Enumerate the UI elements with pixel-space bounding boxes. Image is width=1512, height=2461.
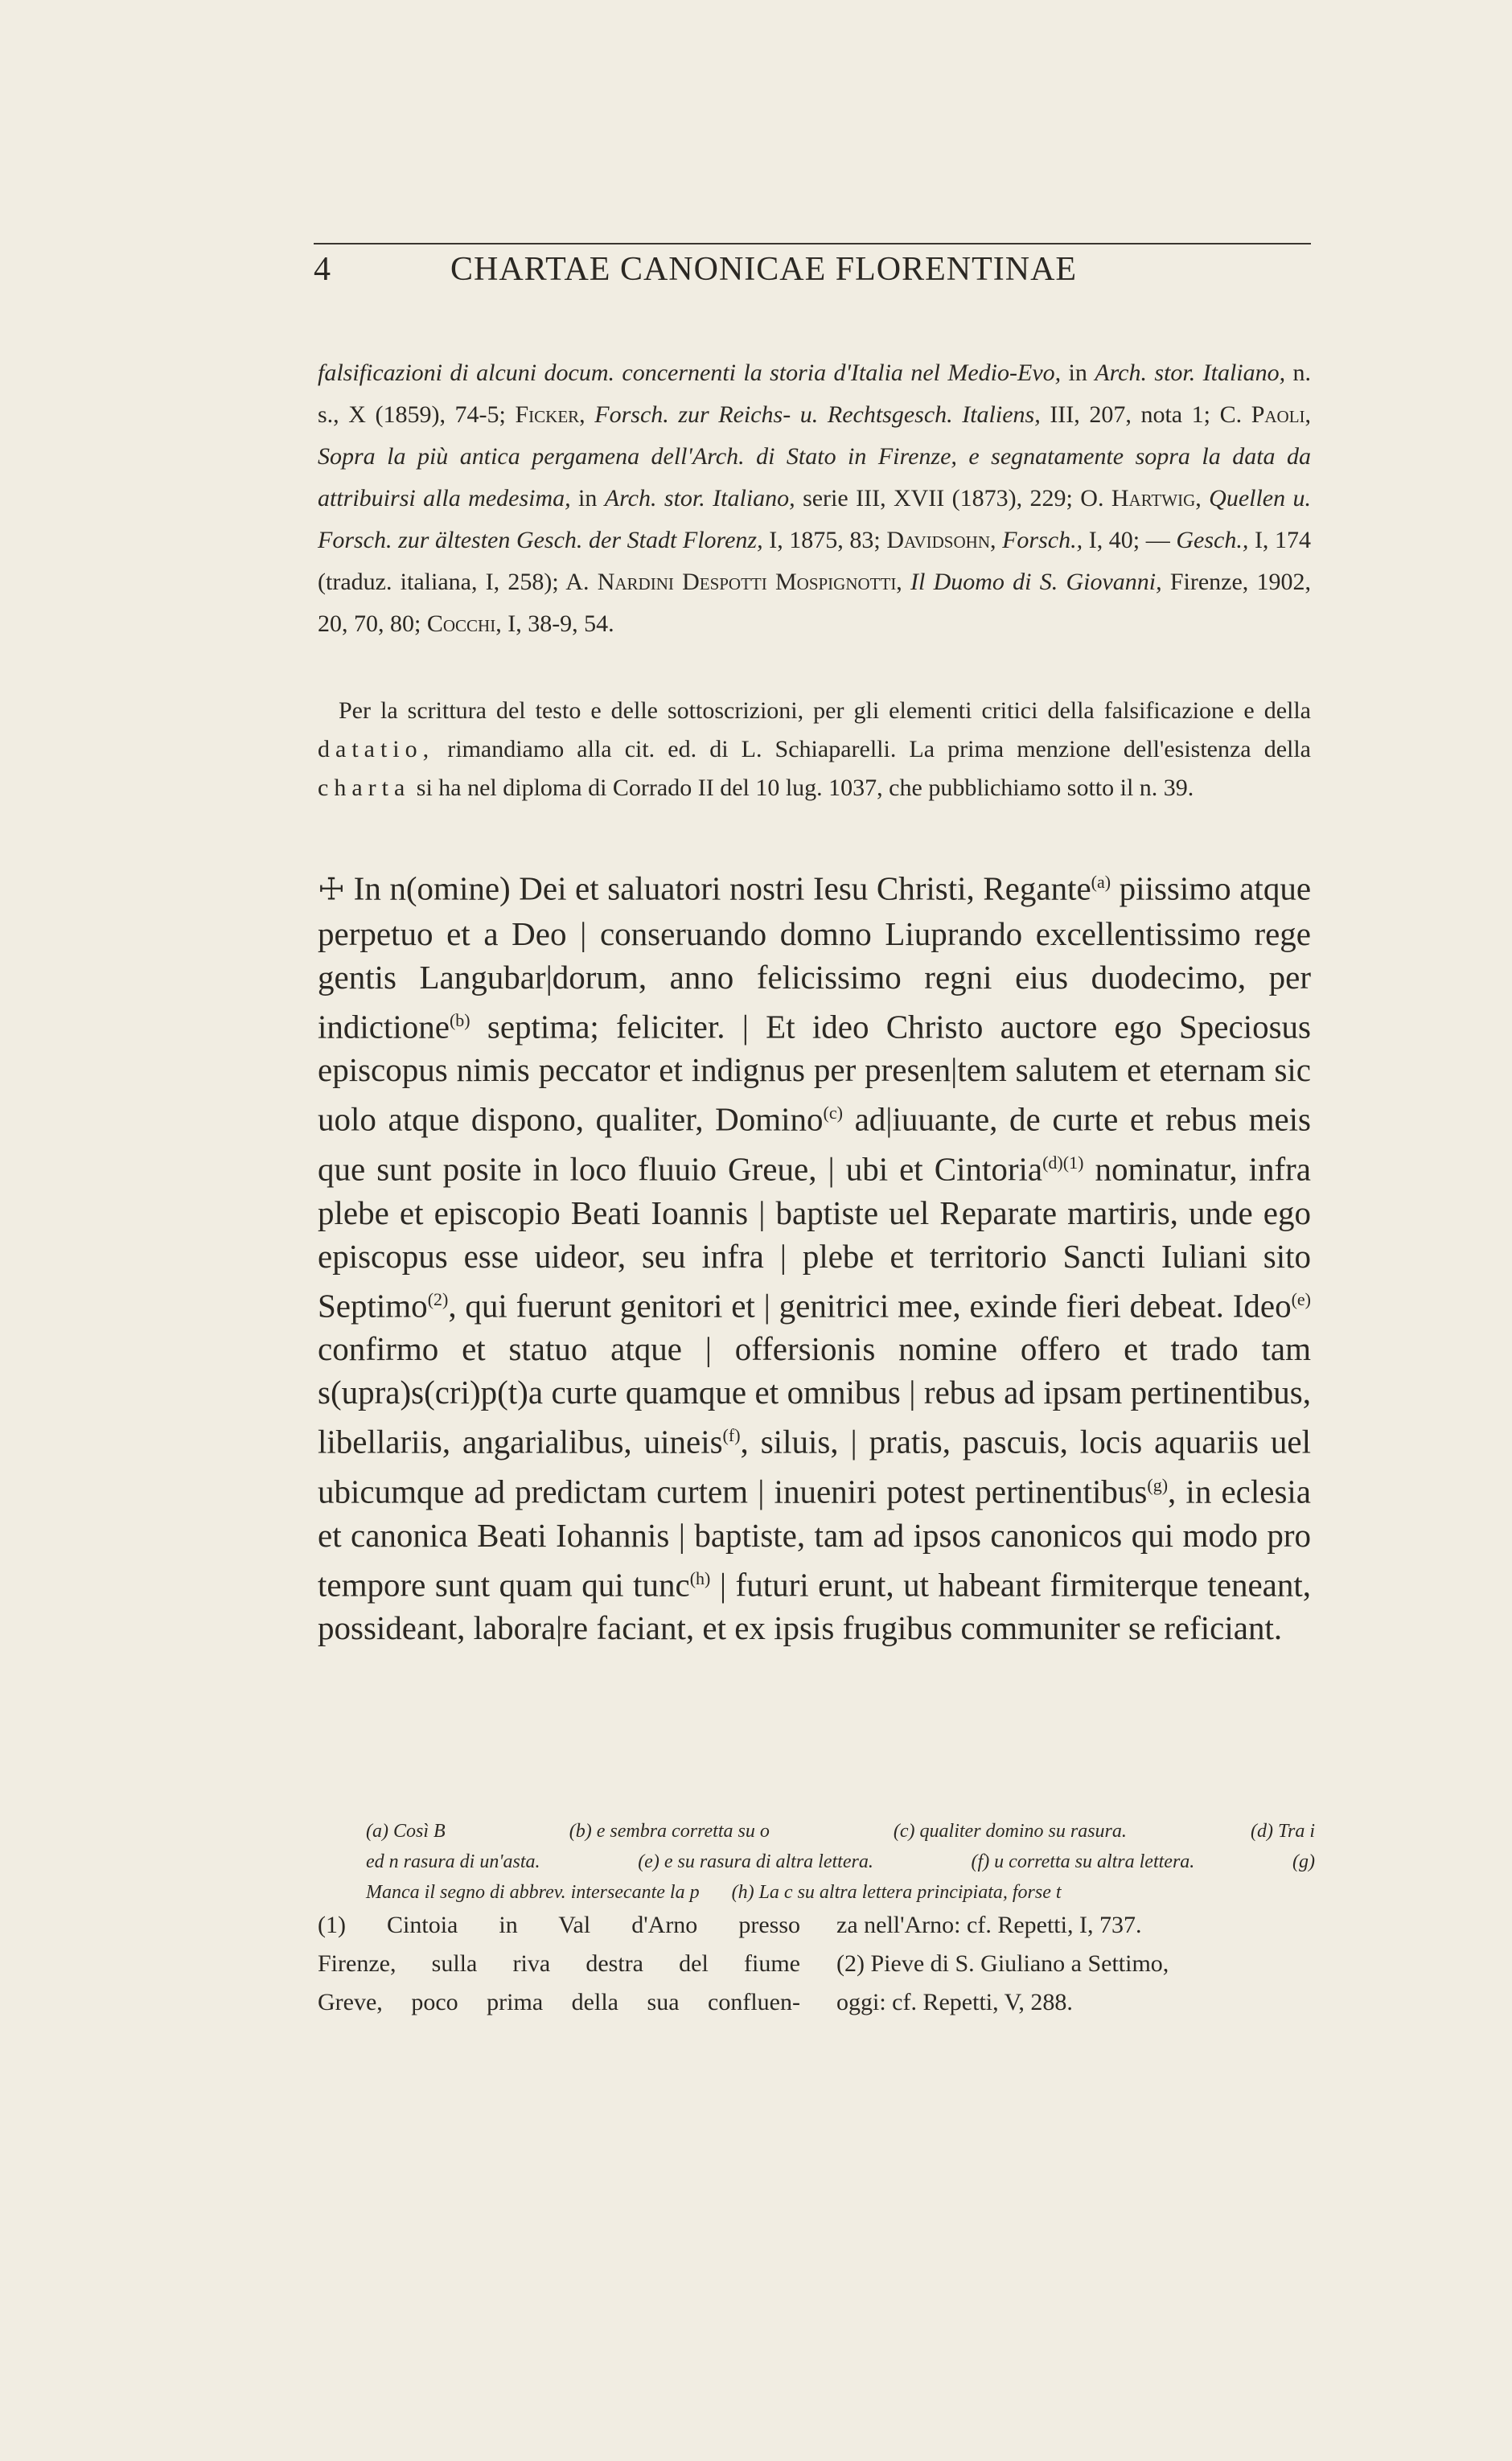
apparatus-marker: (a) — [1091, 872, 1111, 892]
apparatus-marker: (d) — [1042, 1152, 1063, 1173]
author-name: Davidsohn, — [886, 527, 996, 553]
apparatus-note: (b) e sembra corretta su o — [569, 1821, 770, 1842]
intro-text: in — [1068, 359, 1087, 386]
author-name: Ficker, — [515, 401, 585, 428]
apparatus-marker: (e) — [1291, 1288, 1311, 1309]
apparatus-row — [366, 1847, 1315, 1877]
footnote-column-right — [836, 1906, 1311, 2022]
footnote-marker: (1) — [1062, 1152, 1084, 1173]
charter-segment: , qui fuerunt genitori et | genitrici mee, exinde fieri debeat. Ideo — [448, 1287, 1292, 1325]
note-text: datatio, — [318, 736, 435, 762]
intro-text: Firenze, 1902, 20, 70, 80; — [318, 569, 1312, 637]
charter-segment: piissimo atque perpetuo et a Deo | conseruando domno Liuprando excellentissimo rege gentis Langubar|dorum, anno felicissimo regni eius duodecimo, per indictione — [318, 869, 1312, 1046]
charter-segment: ad|iuuante, de curte et rebus meis que sunt posite in loco fluuio Greue, | ubi et Cintoria — [318, 1100, 1312, 1188]
editorial-note — [318, 692, 1311, 807]
footnote-line: (2) Pieve di S. Giuliano a Settimo, — [836, 1950, 1169, 1977]
intro-text: falsificazioni di alcuni docum. concernenti la storia d'Italia nel Medio-Evo, — [318, 359, 1062, 386]
page-number: 4 — [314, 251, 331, 288]
apparatus-note: (d) Tra i — [1250, 1821, 1315, 1842]
footnote-line: za nell'Arno: cf. Repetti, I, 737. — [836, 1912, 1142, 1938]
critical-apparatus — [366, 1816, 1315, 1908]
intro-text: Gesch., — [1176, 527, 1249, 553]
charter-segment: nominatur, infra plebe et episcopio Beati Ioannis | baptiste uel Reparate martiris, unde ego episcopus esse uideor, seu infra | plebe et territorio Sancti Iuliani sito Septimo — [318, 1150, 1312, 1325]
intro-text: Quellen u. Forsch. zur ältesten Gesch. der Stadt Florenz, — [318, 485, 1312, 553]
apparatus-marker: (f) — [722, 1425, 741, 1446]
apparatus-marker: (b) — [449, 1009, 470, 1030]
running-header — [314, 243, 1311, 288]
apparatus-note: ed n rasura di un'asta. — [366, 1851, 540, 1872]
intro-text: Sopra la più antica pergamena dell'Arch. di Stato in Firenze, e segnatamente sopra la data da attribuirsi alla medesima, — [318, 443, 1311, 512]
note-text: si ha nel diploma di Corrado II del 10 lug. 1037, che pubblichiamo sotto il n. 39. — [416, 774, 1194, 801]
cross-icon: ☩ — [318, 873, 346, 907]
footnote-line: Greve, poco prima della sua confluen- — [318, 1989, 800, 2015]
apparatus-note: (e) e su rasura di altra lettera. — [638, 1851, 873, 1872]
intro-text: Il Duomo di S. Giovanni, — [910, 569, 1162, 595]
apparatus-marker: (c) — [823, 1103, 843, 1124]
footnote-line: (1) Cintoia in Val d'Arno presso — [318, 1912, 800, 1938]
running-title: CHARTAE CANONICAE FLORENTINAE — [450, 251, 1078, 288]
footnote-column-left — [318, 1906, 800, 2022]
intro-text: Arch. stor. Italiano, — [604, 485, 795, 512]
apparatus-note: Manca il segno di abbrev. intersecante la p — [366, 1882, 700, 1903]
intro-text: n. s., X (1859), 74-5; — [318, 359, 1312, 428]
charter-segment: , siluis, | pratis, pascuis, locis aquariis uel ubicumque ad predictam curtem | inueniri potest pertinentibus — [318, 1423, 1311, 1510]
charter-segment: In n(omine) Dei et saluatori nostri Iesu Christi, Regante — [353, 869, 1091, 907]
footnote-line: Firenze, sulla riva destra del fiume — [318, 1950, 800, 1977]
intro-text: Forsch. zur Reichs- u. Rechtsgesch. Italiens, — [594, 401, 1041, 428]
intro-text: Arch. stor. Italiano, — [1095, 359, 1286, 386]
charter-segment: , in eclesia et canonica Beati Iohannis | baptiste, tam ad ipsos canonicos qui modo pro tempore sunt quam qui tunc — [318, 1473, 1311, 1604]
intro-text: serie III, XVII (1873), 229; O. — [803, 485, 1104, 512]
charter-segment: | futuri erunt, ut habeant firmiterque teneant, possideant, labora|re faciant, et ex ipsis frugibus communiter se reficiant. — [318, 1566, 1312, 1647]
apparatus-note: (c) qualiter domino su rasura. — [893, 1821, 1127, 1842]
intro-text: in — [578, 485, 598, 512]
intro-text: Forsch., — [1002, 527, 1083, 553]
apparatus-row — [366, 1816, 1315, 1847]
footnote-line: oggi: cf. Repetti, V, 288. — [836, 1989, 1073, 2015]
intro-text: I, 38-9, 54. — [507, 610, 614, 637]
footnote-marker: (2) — [427, 1288, 449, 1309]
charter-text — [318, 861, 1311, 1650]
apparatus-marker: (h) — [689, 1567, 711, 1588]
author-name: Cocchi, — [426, 610, 502, 637]
charter-segment: septima; feliciter. | Et ideo Christo auctore ego Speciosus episcopus nimis peccator et indignus per presen|tem salutem et eternam sic uolo atque dispono, qualiter, Domino — [318, 1008, 1311, 1138]
intro-text: I, 1875, 83; — [769, 527, 881, 553]
bibliography-paragraph — [318, 352, 1311, 645]
note-text: rimandiamo alla cit. ed. di L. Schiaparelli. La prima menzione dell'esistenza della — [447, 736, 1311, 762]
apparatus-note: (h) La c su altra lettera principiata, forse t — [731, 1882, 1062, 1903]
apparatus-row — [366, 1877, 1315, 1908]
note-text: Per la scrittura del testo e delle sottoscrizioni, per gli elementi critici della falsificazione e della — [339, 697, 1311, 724]
author-name: Paoli, — [1251, 401, 1312, 428]
author-name: Hartwig, — [1111, 485, 1202, 512]
author-name: Nardini Despotti Mospignotti, — [597, 569, 902, 595]
apparatus-note: (f) u corretta su altra lettera. — [971, 1851, 1195, 1872]
apparatus-note: (g) — [1292, 1851, 1315, 1872]
note-text: charta — [318, 774, 411, 801]
apparatus-note: (a) Così B — [366, 1821, 446, 1842]
intro-text: III, 207, nota 1; C. — [1050, 401, 1243, 428]
apparatus-marker: (g) — [1147, 1474, 1169, 1495]
charter-segment: confirmo et statuo atque | offersionis nomine offero et trado tam s(upra)s(cri)p(t)a curte quamque et omnibus | rebus ad ipsam pertinentibus, libellariis, angarialibus, uineis — [318, 1330, 1311, 1461]
intro-text: I, 174 (traduz. italiana, I, 258); A. — [318, 527, 1312, 595]
intro-text: I, 40; — — [1088, 527, 1170, 553]
